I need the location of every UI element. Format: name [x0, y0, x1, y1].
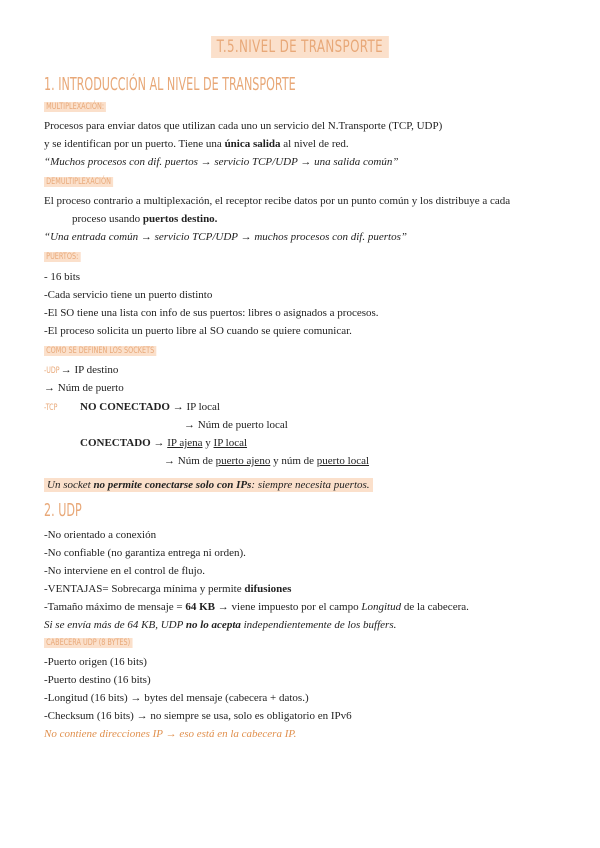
udp-header-line-1: -Puerto origen (16 bits): [44, 656, 147, 668]
tcp-no-conectado-line-1: NO CONECTADO → IP local: [80, 401, 220, 413]
udp-line-6: Si se envía más de 64 KB, UDP no lo acepta independientemente de los buffers.: [44, 619, 397, 631]
title-wrap: [0, 36, 600, 58]
udp-header-tag: CABECERA UDP (8 BYTES): [44, 638, 132, 648]
page-title: T.5.NIVEL DE TRANSPORTE: [211, 36, 389, 58]
ports-line-1: - 16 bits: [44, 271, 81, 283]
ports-line-3: -El SO tiene una lista con info de sus puertos: libres o asignados a procesos.: [44, 307, 379, 319]
multiplexacion-tag: MULTIPLEXACIÓN:: [44, 102, 106, 112]
udp-line-4: -VENTAJAS= Sobrecarga mínima y permite difusiones: [44, 583, 292, 595]
tcp-conectado-line-1: CONECTADO → IP ajena y IP local: [80, 437, 248, 449]
udp-header-note: No contiene direcciones IP → eso está en la cabecera IP.: [44, 728, 297, 740]
udp-label: -UDP: [44, 366, 60, 376]
udp-header-line-2: -Puerto destino (16 bits): [44, 674, 151, 686]
demult-line-1: El proceso contrario a multiplexación, el receptor recibe datos por un punto común y los distribuye a cada: [44, 195, 511, 207]
udp-header-line-4: -Checksum (16 bits) → no siempre se usa, solo es obligatorio en IPv6: [44, 710, 352, 722]
mult-line-3: “Muchos procesos con dif. puertos → servicio TCP/UDP → una salida común”: [44, 156, 399, 168]
tcp-conectado-line-2: → Núm de puerto ajeno y núm de puerto local: [164, 455, 370, 467]
section-2-heading: 2. UDP: [44, 500, 82, 521]
udp-socket-line-2: → Núm de puerto: [44, 382, 124, 394]
tcp-label: -TCP: [44, 403, 58, 413]
sockets-tag: COMO SE DEFINEN LOS SOCKETS: [44, 346, 156, 356]
demult-line-3: “Una entrada común → servicio TCP/UDP → muchos procesos con dif. puertos”: [44, 231, 407, 243]
udp-header-line-3: -Longitud (16 bits) → bytes del mensaje (cabecera + datos.): [44, 692, 309, 704]
section-1-heading: 1. INTRODUCCIÓN AL NIVEL DE TRANSPORTE: [44, 74, 296, 95]
udp-line-1: -No orientado a conexión: [44, 529, 157, 541]
ports-line-4: -El proceso solicita un puerto libre al SO cuando se quiere comunicar.: [44, 325, 352, 337]
tcp-label-line: [44, 400, 63, 415]
mult-line-1: Procesos para enviar datos que utilizan cada uno un servicio del N.Transporte (TCP, UDP): [44, 120, 443, 132]
tcp-no-conectado-line-2: → Núm de puerto local: [184, 419, 288, 431]
demultiplexacion-tag: DEMULTIPLEXACIÓN: [44, 177, 113, 187]
udp-line-3: -No interviene en el control de flujo.: [44, 565, 205, 577]
demult-line-2: proceso usando puertos destino.: [72, 213, 218, 225]
puertos-tag: PUERTOS:: [44, 252, 80, 262]
udp-socket-line-1: -UDP → IP destino: [44, 364, 119, 376]
ports-line-2: -Cada servicio tiene un puerto distinto: [44, 289, 213, 301]
udp-line-2: -No confiable (no garantiza entrega ni orden).: [44, 547, 246, 559]
mult-line-2: y se identifican por un puerto. Tiene una única salida al nivel de red.: [44, 138, 349, 150]
udp-line-5: -Tamaño máximo de mensaje = 64 KB → viene impuesto por el campo Longitud de la cabecera.: [44, 601, 469, 613]
socket-note: Un socket no permite conectarse solo con IPs: siempre necesita puertos.: [44, 478, 373, 492]
